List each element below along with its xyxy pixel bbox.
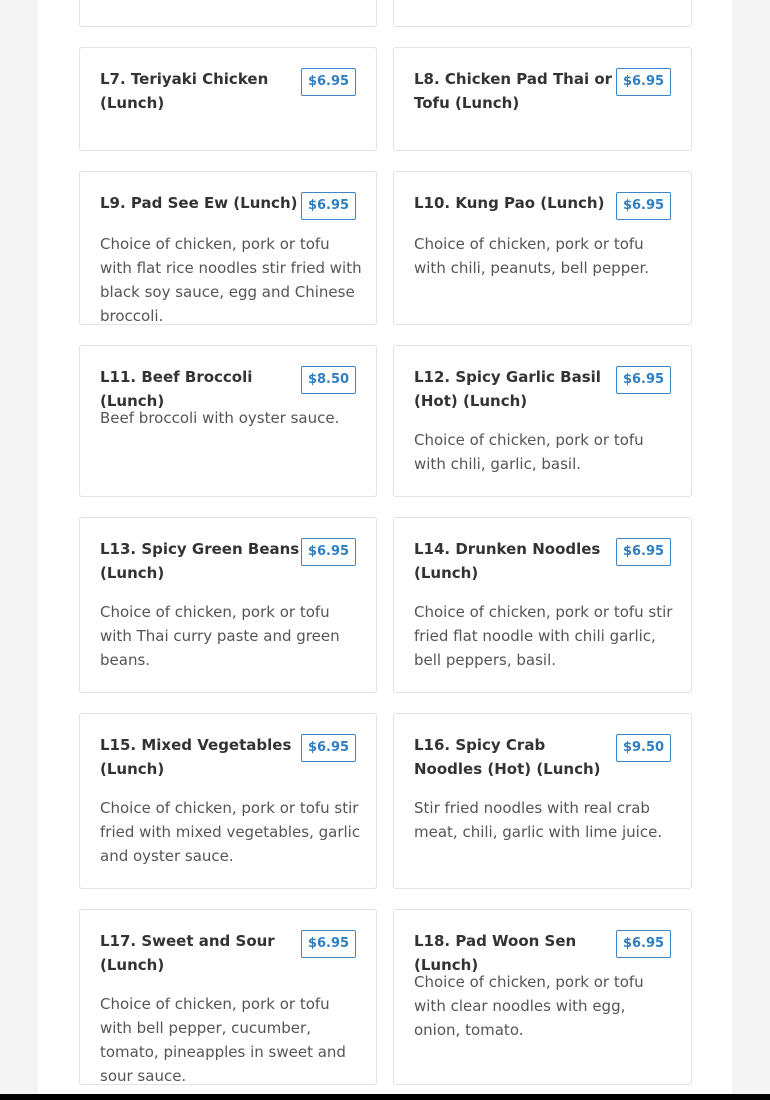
menu-item-description: Choice of chicken, pork or tofu with Thai curry paste and green beans. — [100, 603, 340, 669]
menu-item-price-button[interactable]: $6.95 — [301, 192, 356, 220]
menu-item-card-l13[interactable] — [79, 517, 377, 693]
bottom-bar — [0, 1094, 770, 1100]
menu-item-card-l18[interactable] — [393, 909, 692, 1085]
menu-item-card-l7[interactable] — [79, 47, 377, 151]
menu-item-price-button[interactable]: $6.95 — [616, 538, 671, 566]
menu-item-name: L7. Teriyaki Chicken (Lunch) — [100, 70, 269, 112]
menu-item-card-l10[interactable] — [393, 171, 692, 325]
menu-item-description: Choice of chicken, pork or tofu with chili, garlic, basil. — [414, 431, 644, 473]
menu-item-description: Choice of chicken, pork or tofu stir fried with mixed vegetables, garlic and oyster sauce. — [100, 799, 361, 865]
menu-panel — [38, 0, 732, 1094]
menu-item-card-partial[interactable] — [393, 0, 692, 27]
menu-item-price-button[interactable]: $6.95 — [301, 538, 356, 566]
menu-item-card-l15[interactable] — [79, 713, 377, 889]
menu-item-price-button[interactable]: $6.95 — [616, 192, 671, 220]
menu-item-price-button[interactable]: $6.95 — [301, 930, 356, 958]
menu-item-description: Choice of chicken, pork or tofu with flat rice noodles stir fried with black soy sauce, egg and Chinese broccoli. — [100, 235, 362, 325]
menu-item-name: L8. Chicken Pad Thai or Tofu (Lunch) — [414, 70, 613, 112]
menu-item-name: L15. Mixed Vegetables (Lunch) — [100, 736, 292, 778]
menu-item-price-button[interactable]: $6.95 — [616, 930, 671, 958]
menu-item-card-l16[interactable] — [393, 713, 692, 889]
menu-item-card-l17[interactable] — [79, 909, 377, 1085]
menu-item-name: L12. Spicy Garlic Basil (Hot) (Lunch) — [414, 368, 601, 410]
menu-item-card-l14[interactable] — [393, 517, 692, 693]
menu-item-name: L11. Beef Broccoli (Lunch) — [100, 368, 253, 410]
menu-item-description: Stir fried noodles with real crab meat, chili, garlic with lime juice. — [414, 799, 663, 841]
menu-item-name: L16. Spicy Crab Noodles (Hot) (Lunch) — [414, 736, 601, 778]
menu-item-name: L18. Pad Woon Sen (Lunch) — [414, 932, 577, 974]
menu-item-card-l11[interactable] — [79, 345, 377, 497]
menu-item-description: Beef broccoli with oyster sauce. — [100, 409, 340, 427]
menu-item-name: L9. Pad See Ew (Lunch) — [100, 194, 298, 212]
menu-item-description: Choice of chicken, pork or tofu with clear noodles with egg, onion, tomato. — [414, 973, 644, 1039]
menu-item-description: Choice of chicken, pork or tofu with chili, peanuts, bell pepper. — [414, 235, 650, 277]
menu-item-card-l12[interactable] — [393, 345, 692, 497]
menu-item-price-button[interactable]: $9.50 — [616, 734, 671, 762]
menu-item-card-l8[interactable] — [393, 47, 692, 151]
menu-item-name: L17. Sweet and Sour (Lunch) — [100, 932, 275, 974]
menu-item-name: L13. Spicy Green Beans (Lunch) — [100, 540, 300, 582]
menu-item-card-l9[interactable] — [79, 171, 377, 325]
menu-item-price-button[interactable]: $6.95 — [301, 734, 356, 762]
menu-item-price-button[interactable]: $8.50 — [301, 366, 356, 394]
menu-item-price-button[interactable]: $6.95 — [616, 366, 671, 394]
menu-item-name: L14. Drunken Noodles (Lunch) — [414, 540, 601, 582]
menu-item-name: L10. Kung Pao (Lunch) — [414, 194, 605, 212]
menu-item-description: Choice of chicken, pork or tofu with bell pepper, cucumber, tomato, pineapples in sweet and sour sauce. — [100, 995, 346, 1085]
menu-item-price-button[interactable]: $6.95 — [616, 68, 671, 96]
menu-item-card-partial[interactable] — [79, 0, 377, 27]
menu-item-description: Choice of chicken, pork or tofu stir fried flat noodle with chili garlic, bell peppers, basil. — [414, 603, 673, 669]
menu-item-price-button[interactable]: $6.95 — [301, 68, 356, 96]
